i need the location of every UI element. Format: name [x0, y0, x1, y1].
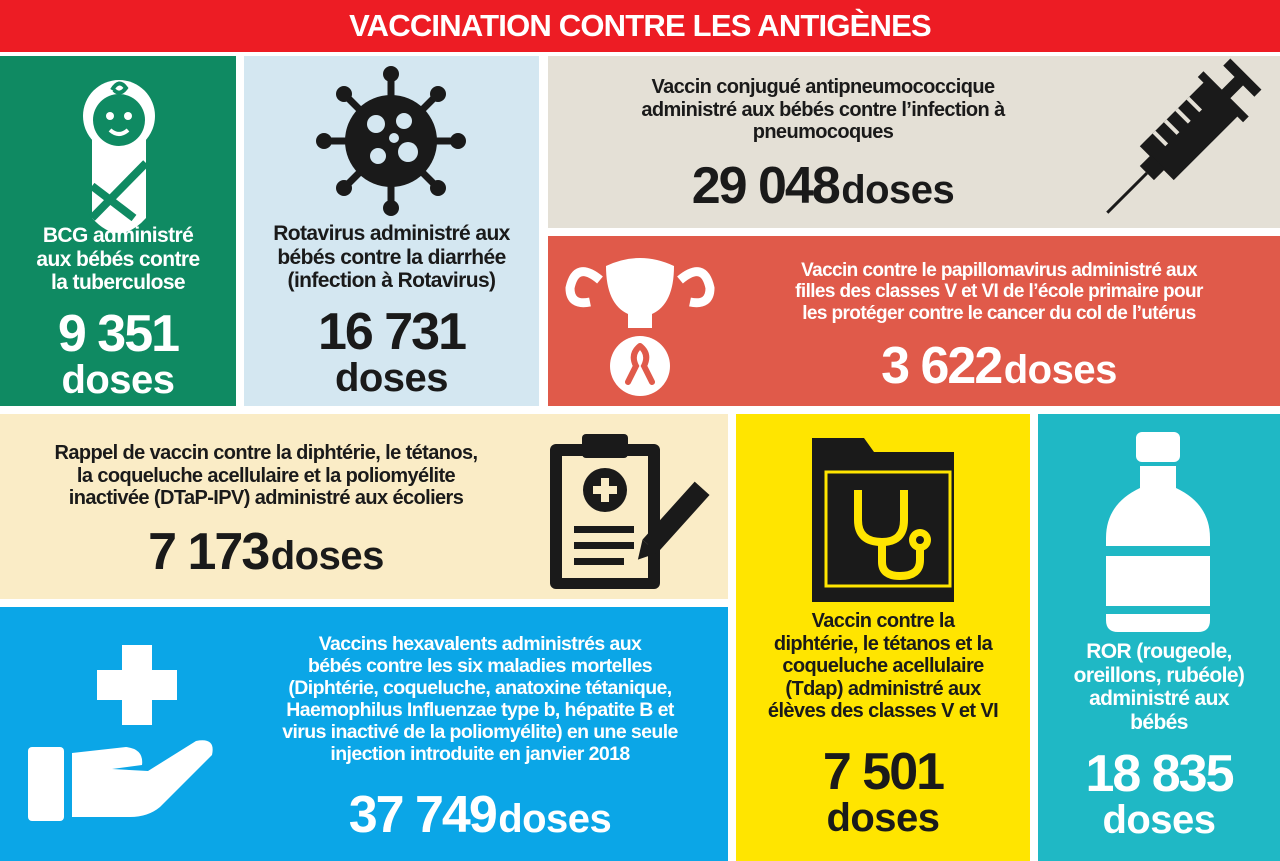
- hexa-value: 37 749: [348, 786, 496, 844]
- hand-cross-icon: [20, 637, 230, 837]
- page-title: VACCINATION CONTRE LES ANTIGÈNES: [0, 0, 1280, 52]
- tdap-line-1: Vaccin contre la: [811, 610, 955, 632]
- hexa-unit: doses: [498, 797, 612, 841]
- tile-ror: [1038, 414, 1280, 861]
- rotavirus-value: 16 731: [317, 303, 466, 361]
- hexa-line-1: Vaccins hexavalents administrés aux: [318, 633, 642, 655]
- virus-icon: [316, 66, 466, 216]
- dtap-line-2: la coqueluche acellulaire et la poliomyélite: [76, 464, 456, 487]
- rotavirus-line-1: Rotavirus administré aux: [273, 222, 510, 245]
- tile-dtap: [0, 414, 728, 599]
- tile-tdap: [736, 414, 1030, 861]
- ror-line-3: administré aux: [1089, 687, 1229, 711]
- pneumo-line-1: Vaccin conjugué antipneumococcique: [651, 76, 995, 98]
- clipboard-icon: [540, 424, 720, 594]
- pneumo-line-2: administré aux bébés contre l’infection à: [641, 98, 1005, 121]
- hexa-line-6: injection introduite en janvier 2018: [330, 743, 630, 766]
- rotavirus-line-2: bébés contre la diarrhée: [277, 245, 506, 269]
- tdap-line-5: élèves des classes V et VI: [767, 700, 999, 723]
- ror-value: 18 835: [1085, 745, 1233, 803]
- tile-papilloma: [548, 236, 1280, 406]
- tdap-line-2: diphtérie, le tétanos et la: [773, 632, 993, 655]
- pneumo-unit: doses: [841, 168, 955, 212]
- pneumo-line-3: pneumocoques: [752, 121, 894, 144]
- hexa-line-5: virus inactivé de la poliomyélite) en une seule: [282, 721, 678, 744]
- tile-hexa: [0, 607, 728, 861]
- pneumo-value: 29 048: [691, 157, 839, 215]
- syringe-icon: [1078, 56, 1278, 228]
- dtap-value: 7 173: [148, 523, 269, 581]
- bcg-line-2: aux bébés contre: [36, 247, 200, 271]
- papilloma-line-3: les protéger contre le cancer du col de l’utérus: [802, 302, 1196, 324]
- bcg-line-1: BCG administré: [42, 224, 194, 247]
- tile-bcg: [0, 56, 236, 406]
- ror-line-4: bébés: [1130, 711, 1188, 735]
- tdap-value: 7 501: [822, 743, 944, 801]
- tdap-line-4: (Tdap) administré aux: [785, 677, 981, 700]
- hexa-line-2: bébés contre les six maladies mortelles: [307, 655, 653, 678]
- dtap-line-3: inactivée (DTaP-IPV) administré aux écoliers: [68, 487, 464, 510]
- tdap-unit: doses: [826, 796, 940, 840]
- folder-stethoscope-icon: [804, 430, 964, 610]
- hexa-line-4: Haemophilus Influenzae type b, hépatite B et: [286, 699, 674, 722]
- rotavirus-unit: doses: [334, 356, 449, 400]
- tdap-line-3: coqueluche acellulaire: [782, 655, 984, 678]
- papilloma-unit: doses: [1003, 348, 1117, 392]
- papilloma-value: 3 622: [881, 337, 1002, 395]
- bcg-line-3: la tuberculose: [51, 271, 185, 295]
- ror-line-2: oreillons, rubéole): [1073, 663, 1245, 687]
- dtap-line-1: Rappel de vaccin contre la diphtérie, le tétanos,: [54, 442, 478, 464]
- papilloma-line-2: filles des classes V et VI de l’école primaire pour: [795, 281, 1203, 303]
- bcg-unit: doses: [61, 358, 175, 402]
- hexa-line-3: (Diphtérie, coqueluche, anatoxine tétanique,: [288, 677, 672, 700]
- tile-pneumo: [548, 56, 1280, 228]
- rotavirus-line-3: (infection à Rotavirus): [287, 269, 496, 293]
- ror-unit: doses: [1102, 798, 1216, 842]
- uterus-ribbon-icon: [556, 242, 724, 402]
- papilloma-line-1: Vaccin contre le papillomavirus administré aux: [801, 260, 1197, 281]
- dtap-unit: doses: [270, 534, 384, 578]
- vial-icon: [1098, 428, 1218, 638]
- tile-rotavirus: [244, 56, 539, 406]
- bcg-value: 9 351: [57, 305, 179, 363]
- ror-line-1: ROR (rougeole,: [1086, 640, 1232, 663]
